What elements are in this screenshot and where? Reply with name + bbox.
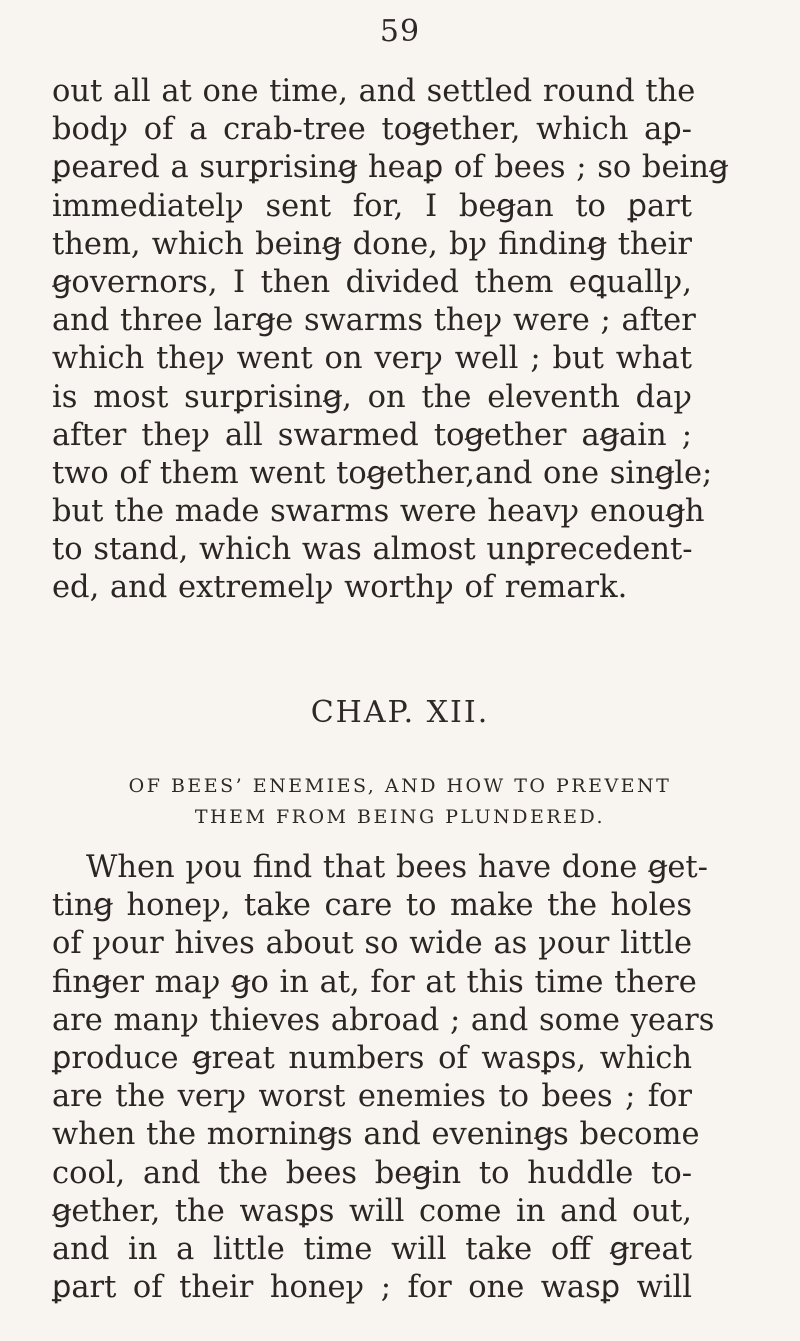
text-line: to stand, which was almost unꝑrecedent- — [52, 532, 693, 568]
text-line: is most surꝑrisinꞡ, on the eleventh daꝩ — [52, 379, 692, 415]
text-line: out all at one time, and settled round the — [52, 74, 696, 109]
paragraph-two — [52, 849, 715, 1307]
text-line: tinꞡ honeꝩ, take care to make the holes — [52, 888, 692, 924]
text-line: them, which beinꞡ done, bꝩ findinꞡ their — [52, 226, 692, 262]
text-line: ed, and extremelꝩ worthꝩ of remark. — [52, 570, 628, 606]
text-line: bodꝩ of a crab-tree toꞡether, which aꝑ- — [52, 112, 692, 148]
text-line: but the made swarms were heavꝩ enouꞡh — [52, 494, 705, 530]
text-line: ꝑroduce ꞡreat numbers of wasꝑs, which — [52, 1040, 692, 1076]
text-line: and in a little time will take off ꞡreat — [52, 1231, 692, 1267]
text-line: are the verꝩ worst enemies to bees ; for — [52, 1079, 692, 1115]
text-line: ꞡovernors, I then divided them eꝗuallꝩ, — [52, 264, 692, 300]
chapter-heading: CHAP. XII. — [310, 695, 490, 730]
text-line: after theꝩ all swarmed toꞡether aꞡain ; — [52, 417, 692, 453]
text-line: of ꝩour hives about so wide as ꝩour little — [52, 926, 692, 962]
text-line: ꞡether, the wasꝑs will come in and out, — [52, 1193, 692, 1229]
text-line: finꞡer maꝩ ꞡo in at, for at this time there — [52, 964, 697, 1000]
page-number: 59 — [379, 14, 421, 49]
text-line: cool, and the bees beꞡin to huddle to- — [52, 1155, 692, 1191]
paragraph-one — [52, 73, 729, 608]
text-line: are manꝩ thieves abroad ; and some years — [52, 1002, 715, 1038]
text-line: When ꝩou find that bees have done ꞡet- — [86, 850, 708, 885]
text-line: and three larꞡe swarms theꝩ were ; after — [52, 303, 696, 339]
text-line: which theꝩ went on verꝩ well ; but what — [52, 341, 692, 377]
chapter-subtitle: OF BEES’ ENEMIES, AND HOW TO PREVENT — [128, 775, 672, 797]
text-line: when the morninꞡs and eveninꞡs become — [52, 1117, 700, 1153]
text-line: two of them went toꞡether,and one sinꞡle; — [52, 455, 713, 491]
chapter-subtitle: THEM FROM BEING PLUNDERED. — [194, 806, 606, 828]
text-line: immediatelꝩ sent for, I beꞡan to ꝑart — [52, 188, 692, 224]
text-line: ꝑart of their honeꝩ ; for one wasꝑ will — [52, 1270, 692, 1306]
text-line: ꝑeared a surꝑrisinꞡ heaꝑ of bees ; so beinꞡ — [52, 150, 729, 186]
